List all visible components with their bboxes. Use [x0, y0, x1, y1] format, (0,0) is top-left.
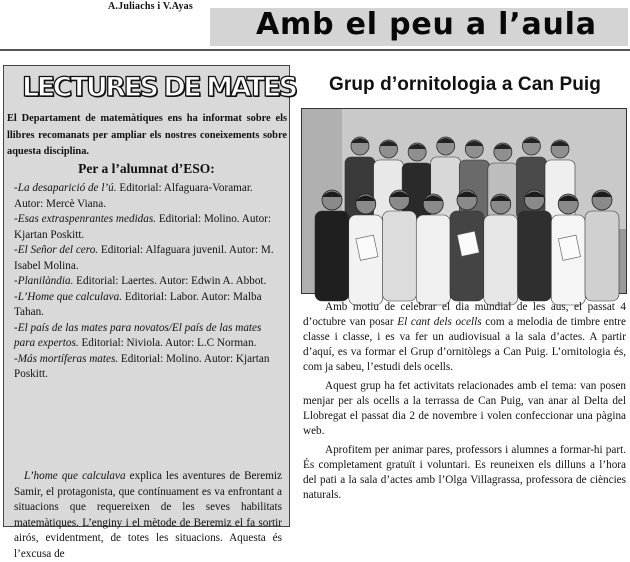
book-info: Editorial: Labor. Autor: Malba Tahan. — [14, 290, 262, 318]
lectures-intro: El Departament de matemàtiques ens ha informat sobre els llibres recomanats per ampliar els nostres coneixements sobre aquesta disciplina. — [7, 113, 287, 157]
lectures-box — [3, 65, 296, 560]
lectures-title: LECTURES DE MATES — [22, 72, 296, 103]
person-body — [551, 215, 585, 305]
title-rule — [0, 49, 630, 51]
person-body — [383, 211, 417, 301]
song-title: El cant dels ocells — [397, 316, 482, 328]
book-item: -Más mortíferas mates. Editorial: Molino. Autor: Kjartan Poskitt. — [14, 352, 270, 380]
p1-text-b: com a melodia de timbre entre classe i classe, i es va fer un audiovisual a la sala d’actes. A partir d’aquí, es va formar el Grup d’ornitòlegs a Can Puig. L’ornitologia és, com ja sabeu, l’estudi dels ocells. — [303, 316, 626, 373]
book-item: -Planilàndia. Editorial: Laertes. Autor: Edwin A. Abbot. — [14, 275, 267, 287]
article-title: Grup d’ornitologia a Can Puig — [328, 74, 602, 95]
book-title: La desaparició de l’ú. — [17, 182, 117, 194]
authors-byline: A.Juliachs i V.Ayas — [108, 1, 193, 12]
book-title: El país de las mates para novatos/El país de las mates para expertos. — [14, 321, 262, 349]
eso-heading: Per a l’alumnat d’ESO: — [78, 161, 215, 176]
book-item: -El Señor del cero. Editorial: Alfaguara juvenil. Autor: M. Isabel Molina. — [14, 244, 274, 272]
p1-text-a: Amb motiu de celebrar el dia mundial de les aus, el passat 4 d’octubre van posar — [303, 301, 626, 328]
article-paragraph-2: Aquest grup ha fet activitats relacionades amb el tema: van posen menjar per als ocells a la terrassa de Can Puig, van anar al Delta del Llobregat el passat dia 2 de novembre i volen confeccionar una pàgina web. — [303, 380, 626, 437]
book-item: -Esas extraspenrantes medidas. Editorial: Molino. Autor: Kjartan Poskitt. — [14, 213, 271, 241]
book-title: Más mortíferas mates. — [17, 352, 119, 365]
book-info: Editorial: Molino. Autor: Kjartan Poskitt. — [14, 213, 271, 241]
book-info: Editorial: Laertes. Autor: Edwin A. Abbot. — [73, 275, 267, 287]
book-summary — [14, 469, 282, 562]
book-title: El Señor del cero. — [17, 244, 99, 256]
summary-book-title: L’home que calculava — [24, 470, 126, 482]
person-body — [416, 215, 450, 305]
book-info: Editorial: Niviola. Autor: L.C Norman. — [78, 337, 257, 349]
book-info: Editorial: Molino. Autor: Kjartan Poskitt. — [14, 352, 270, 380]
book-info: Editorial: Alfaguara juvenil. Autor: M. Isabel Molina. — [14, 244, 274, 272]
page-title: Amb el peu a l’aula — [256, 7, 597, 42]
book-item: -La desaparició de l’ú. Editorial: Alfaguara-Voramar. Autor: Mercè Viana. — [14, 182, 253, 210]
book-title: Esas extraspenrantes medidas. — [17, 213, 157, 225]
article-paragraph-1 — [303, 300, 626, 375]
person-body — [349, 215, 383, 305]
person-body — [450, 211, 484, 301]
book-item: -El país de las mates para novatos/El país de las mates para expertos. Editorial: Niviola. Autor: L.C Norman. — [14, 321, 262, 349]
book-title: Planilàndia. — [17, 275, 74, 287]
person-body — [518, 211, 552, 301]
book-title: L’Home que calculava. — [17, 290, 123, 303]
article-body — [303, 300, 626, 507]
book-list — [14, 181, 282, 383]
book-item: -L’Home que calculava. Editorial: Labor. Autor: Malba Tahan. — [14, 290, 262, 318]
article-paragraph-3: Aprofitem per animar pares, professors i alumnes a formar-hi part. És completament gratuït i voluntari. Es reuneixen els dilluns a l’hora del pati a la sala d’actes amb l’Olga Villagrassa, professora de ciències naturals. — [303, 444, 626, 501]
person-body — [484, 215, 518, 305]
group-photo — [301, 108, 627, 294]
person-body — [315, 211, 349, 301]
group-photo-illustration — [302, 109, 626, 293]
book-info: Editorial: Alfaguara-Voramar. Autor: Mercè Viana. — [14, 182, 253, 210]
person-body — [585, 211, 619, 301]
summary-text: explica les aventures de Beremiz Samir, el protagonista, que contínuament es va enfrontant a situacions que requereixen de les seves habilitats matemàtiques. L’enginy i el mètode de Beremiz el fa sortir airós, evidentment, de totes les situacions. Aquesta és l’excusa de — [14, 470, 282, 560]
